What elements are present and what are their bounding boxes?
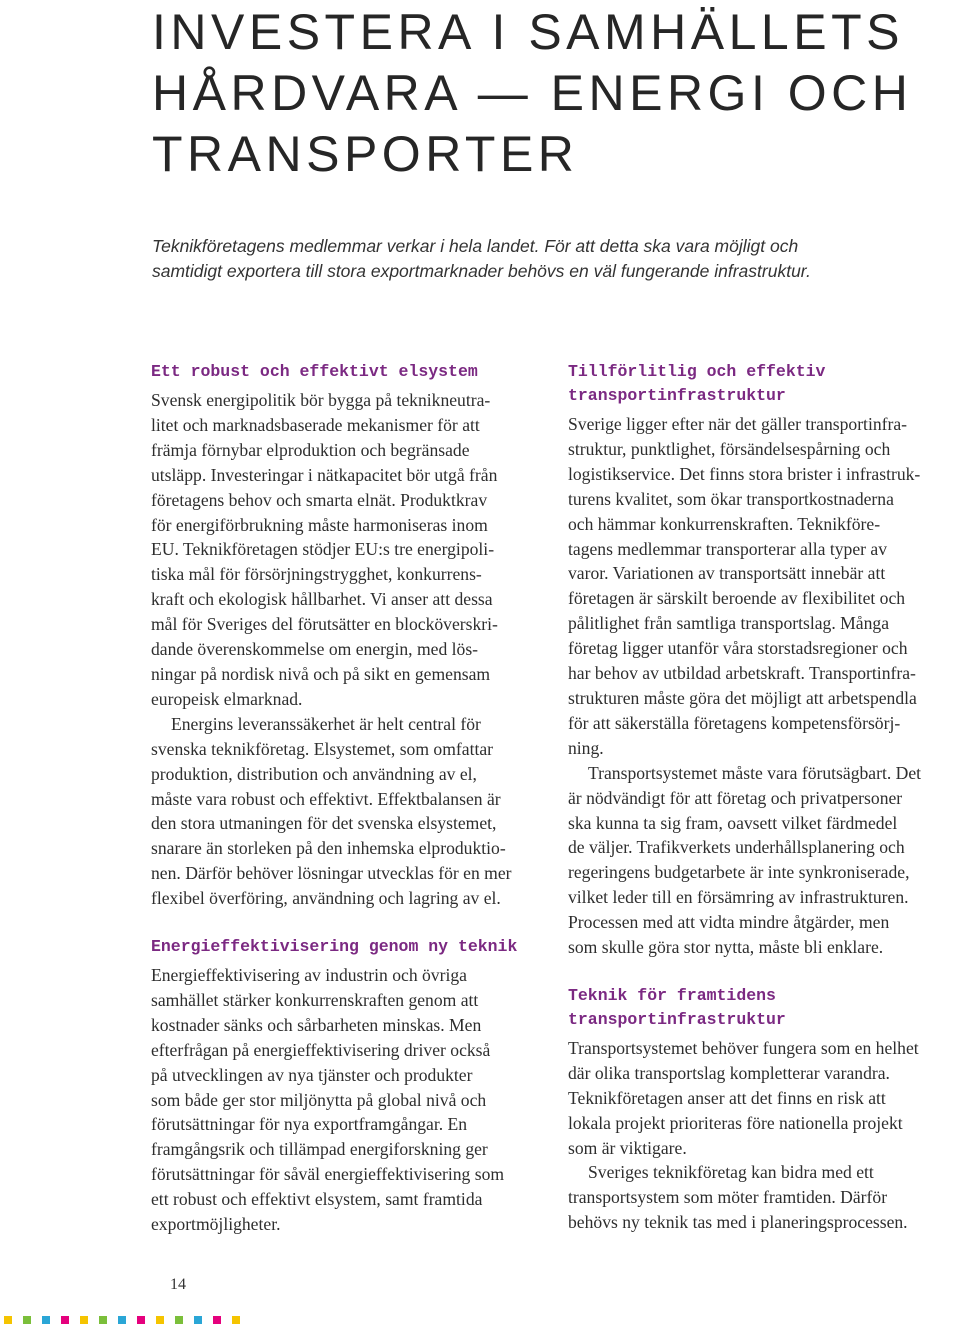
- color-square: [175, 1316, 183, 1324]
- text-line: Processen med att vidta mindre åtgärder, men: [568, 912, 890, 933]
- text-line: snarare än storleken på den inhemska elproduktio-: [151, 838, 506, 859]
- text-line: INVESTERA I SAMHÄLLETS: [152, 4, 904, 60]
- text-line: måste vara robust och effektivt. Effektbalansen är: [151, 788, 501, 809]
- text-line: företagen är särskilt beroende av flexibilitet och: [568, 588, 906, 609]
- paragraph-framtid-1: [568, 1036, 960, 1161]
- text-line: Teknik för framtidens: [568, 985, 776, 1005]
- text-line: Sverige ligger efter när det gäller transportinfra-: [568, 414, 908, 434]
- color-square: [232, 1316, 240, 1324]
- section-gap: [568, 960, 960, 984]
- color-square: [23, 1316, 31, 1324]
- page-title: [152, 2, 942, 185]
- text-line: Energins leveranssäkerhet är helt central för: [171, 713, 481, 734]
- text-line: svenska teknikföretag. Elsystemet, som omfattar: [151, 738, 494, 759]
- text-line: Transportsystemet måste vara förutsägbart. Det: [588, 762, 922, 783]
- text-line: Teknikföretagen anser att det finns en risk att: [568, 1087, 886, 1108]
- paragraph-framtid-2: [568, 1160, 960, 1235]
- text-line: för energiförbrukning måste harmoniseras inom: [151, 514, 488, 535]
- text-line: som både ger stor miljönytta på global nivå och: [151, 1089, 487, 1110]
- text-line: företag ligger utanför våra storstadsregioner och: [568, 638, 908, 659]
- section-heading-framtidens-transport: [568, 984, 960, 1032]
- text-line: främja förnybar elproduktion och begränsade: [151, 439, 470, 460]
- color-square: [156, 1316, 164, 1324]
- color-square: [194, 1316, 202, 1324]
- text-line: och hämmar konkurrenskraften. Teknikföre-: [568, 513, 881, 534]
- text-line: transportinfrastruktur: [568, 1009, 786, 1029]
- color-square: [118, 1316, 126, 1324]
- text-line: Teknikföretagens medlemmar verkar i hela landet. För att detta ska vara möjligt och: [152, 236, 799, 256]
- text-line: ska kunna ta sig fram, oavsett vilket färdmedel: [568, 812, 898, 833]
- text-line: lokala projekt prioriteras före nationella projekt: [568, 1112, 903, 1133]
- text-line: samhället stärker konkurrenskraften genom att: [151, 989, 479, 1010]
- text-line: europeisk elmarknad.: [151, 688, 303, 709]
- color-square: [61, 1316, 69, 1324]
- text-line: den stora utmaningen för det svenska elsystemet,: [151, 813, 497, 834]
- intro-text: [152, 234, 912, 284]
- text-line: förutsättningar för nya exportframgångar. En: [151, 1114, 468, 1135]
- text-line: utsläpp. Investeringar i nätkapacitet bör utgå från: [151, 464, 498, 485]
- text-line: för att säkerställa företagens kompetensförsörj-: [568, 712, 901, 733]
- text-line: efterfrågan på energieffektivisering driver också: [151, 1039, 491, 1060]
- text-line: samtidigt exportera till stora exportmarknader behövs en väl fungerande infrastruktur.: [152, 261, 811, 281]
- text-line: dande överenskommelse om energin, med lös-: [151, 639, 479, 660]
- right-column: [568, 360, 960, 1235]
- text-line: turens kvalitet, som ökar transportkostnaderna: [568, 488, 894, 509]
- color-square: [42, 1316, 50, 1324]
- text-line: Sveriges teknikföretag kan bidra med ett: [588, 1162, 874, 1183]
- text-line: transportsystem som möter framtiden. Därför: [568, 1187, 888, 1208]
- text-line: som är viktigare.: [568, 1137, 687, 1158]
- text-line: exportmöjligheter.: [151, 1214, 281, 1235]
- color-strip: [0, 1316, 260, 1324]
- text-line: logistikservice. Det finns stora brister i infrastruk-: [568, 463, 921, 484]
- text-line: framgångsrik och tillämpad energiforskning ger: [151, 1139, 488, 1160]
- color-square: [213, 1316, 221, 1324]
- text-line: ning.: [568, 737, 604, 758]
- color-square: [80, 1316, 88, 1324]
- paragraph-transport-1: [568, 412, 960, 761]
- text-line: är nödvändigt för att företag och privatpersoner: [568, 787, 903, 808]
- text-line: företagens behov och smarta elnät. Produktkrav: [151, 489, 488, 510]
- text-line: förutsättningar för såväl energieffektivisering som: [151, 1164, 505, 1185]
- color-square: [137, 1316, 145, 1324]
- text-line: där olika transportslag kompletterar varandra.: [568, 1062, 890, 1083]
- text-line: de väljer. Trafikverkets underhållsplanering och: [568, 837, 905, 858]
- text-line: på utvecklingen av nya tjänster och produkter: [151, 1064, 473, 1085]
- text-line: regeringens budgetarbete är inte synkroniserade,: [568, 862, 910, 883]
- paragraph-energieffektivisering: [151, 963, 543, 1237]
- text-line: flexibel överföring, användning och lagring av el.: [151, 888, 501, 909]
- text-line: tagens medlemmar transporterar alla typer av: [568, 538, 887, 559]
- text-line: varor. Variationen av transportsätt innebär att: [568, 563, 886, 584]
- section-gap: [151, 911, 543, 935]
- text-line: Transportsystemet behöver fungera som en helhet: [568, 1037, 919, 1058]
- page-number: 14: [170, 1276, 186, 1293]
- text-line: strukturen måste göra det möjligt att arbetspendla: [568, 687, 917, 708]
- text-line: vilket leder till en försämring av infrastrukturen.: [568, 887, 909, 908]
- text-line: transportinfrastruktur: [568, 386, 786, 405]
- text-line: Svensk energipolitik bör bygga på teknikneutra-: [151, 390, 491, 410]
- text-line: litet och marknadsbaserade mekanismer för att: [151, 414, 480, 435]
- text-line: kostnader sänks och sårbarheten minskas. Men: [151, 1014, 482, 1035]
- text-line: Energieffektivisering av industrin och övriga: [151, 965, 467, 986]
- text-line: Tillförlitlig och effektiv: [568, 362, 826, 381]
- text-line: Ett robust och effektivt elsystem: [151, 362, 478, 381]
- text-line: TRANSPORTER: [152, 126, 579, 182]
- text-line: HÅRDVARA — ENERGI OCH: [152, 65, 913, 121]
- paragraph-transport-2: [568, 761, 960, 960]
- paragraph-elsystem-1: [151, 388, 543, 712]
- text-line: kraft och ekologisk hållbarhet. Vi anser att dessa: [151, 589, 493, 610]
- text-line: ett robust och effektivt elsystem, samt framtida: [151, 1189, 483, 1210]
- text-line: har behov av utbildad arbetskraft. Transportinfra-: [568, 663, 916, 684]
- text-line: Energieffektivisering genom ny teknik: [151, 937, 518, 957]
- text-line: nen. Därför behöver lösningar utvecklas för en mer: [151, 863, 512, 884]
- section-heading-transportinfrastruktur: [568, 360, 960, 408]
- color-square: [99, 1316, 107, 1324]
- text-line: produktion, distribution och användning av el,: [151, 763, 477, 784]
- text-line: mål för Sveriges del förutsätter en blocköverskri-: [151, 614, 498, 635]
- section-heading-energieffektivisering: [151, 935, 543, 959]
- paragraph-elsystem-2: [151, 712, 543, 911]
- text-line: EU. Teknikföretagen stödjer EU:s tre energipoli-: [151, 539, 495, 560]
- text-line: struktur, punktlighet, försändelsespårning och: [568, 438, 891, 459]
- section-heading-elsystem: [151, 360, 543, 384]
- text-line: som skulle göra stor nytta, måste bli enklare.: [568, 937, 884, 958]
- color-square: [4, 1316, 12, 1324]
- text-line: behövs ny teknik tas med i planeringsprocessen.: [568, 1212, 908, 1233]
- text-line: tiska mål för försörjningstrygghet, konkurrens-: [151, 564, 482, 585]
- text-line: ningar på nordisk nivå och på sikt en gemensam: [151, 663, 491, 684]
- left-column: [151, 360, 543, 1237]
- text-line: pålitlighet från samtliga transportslag. Många: [568, 613, 890, 634]
